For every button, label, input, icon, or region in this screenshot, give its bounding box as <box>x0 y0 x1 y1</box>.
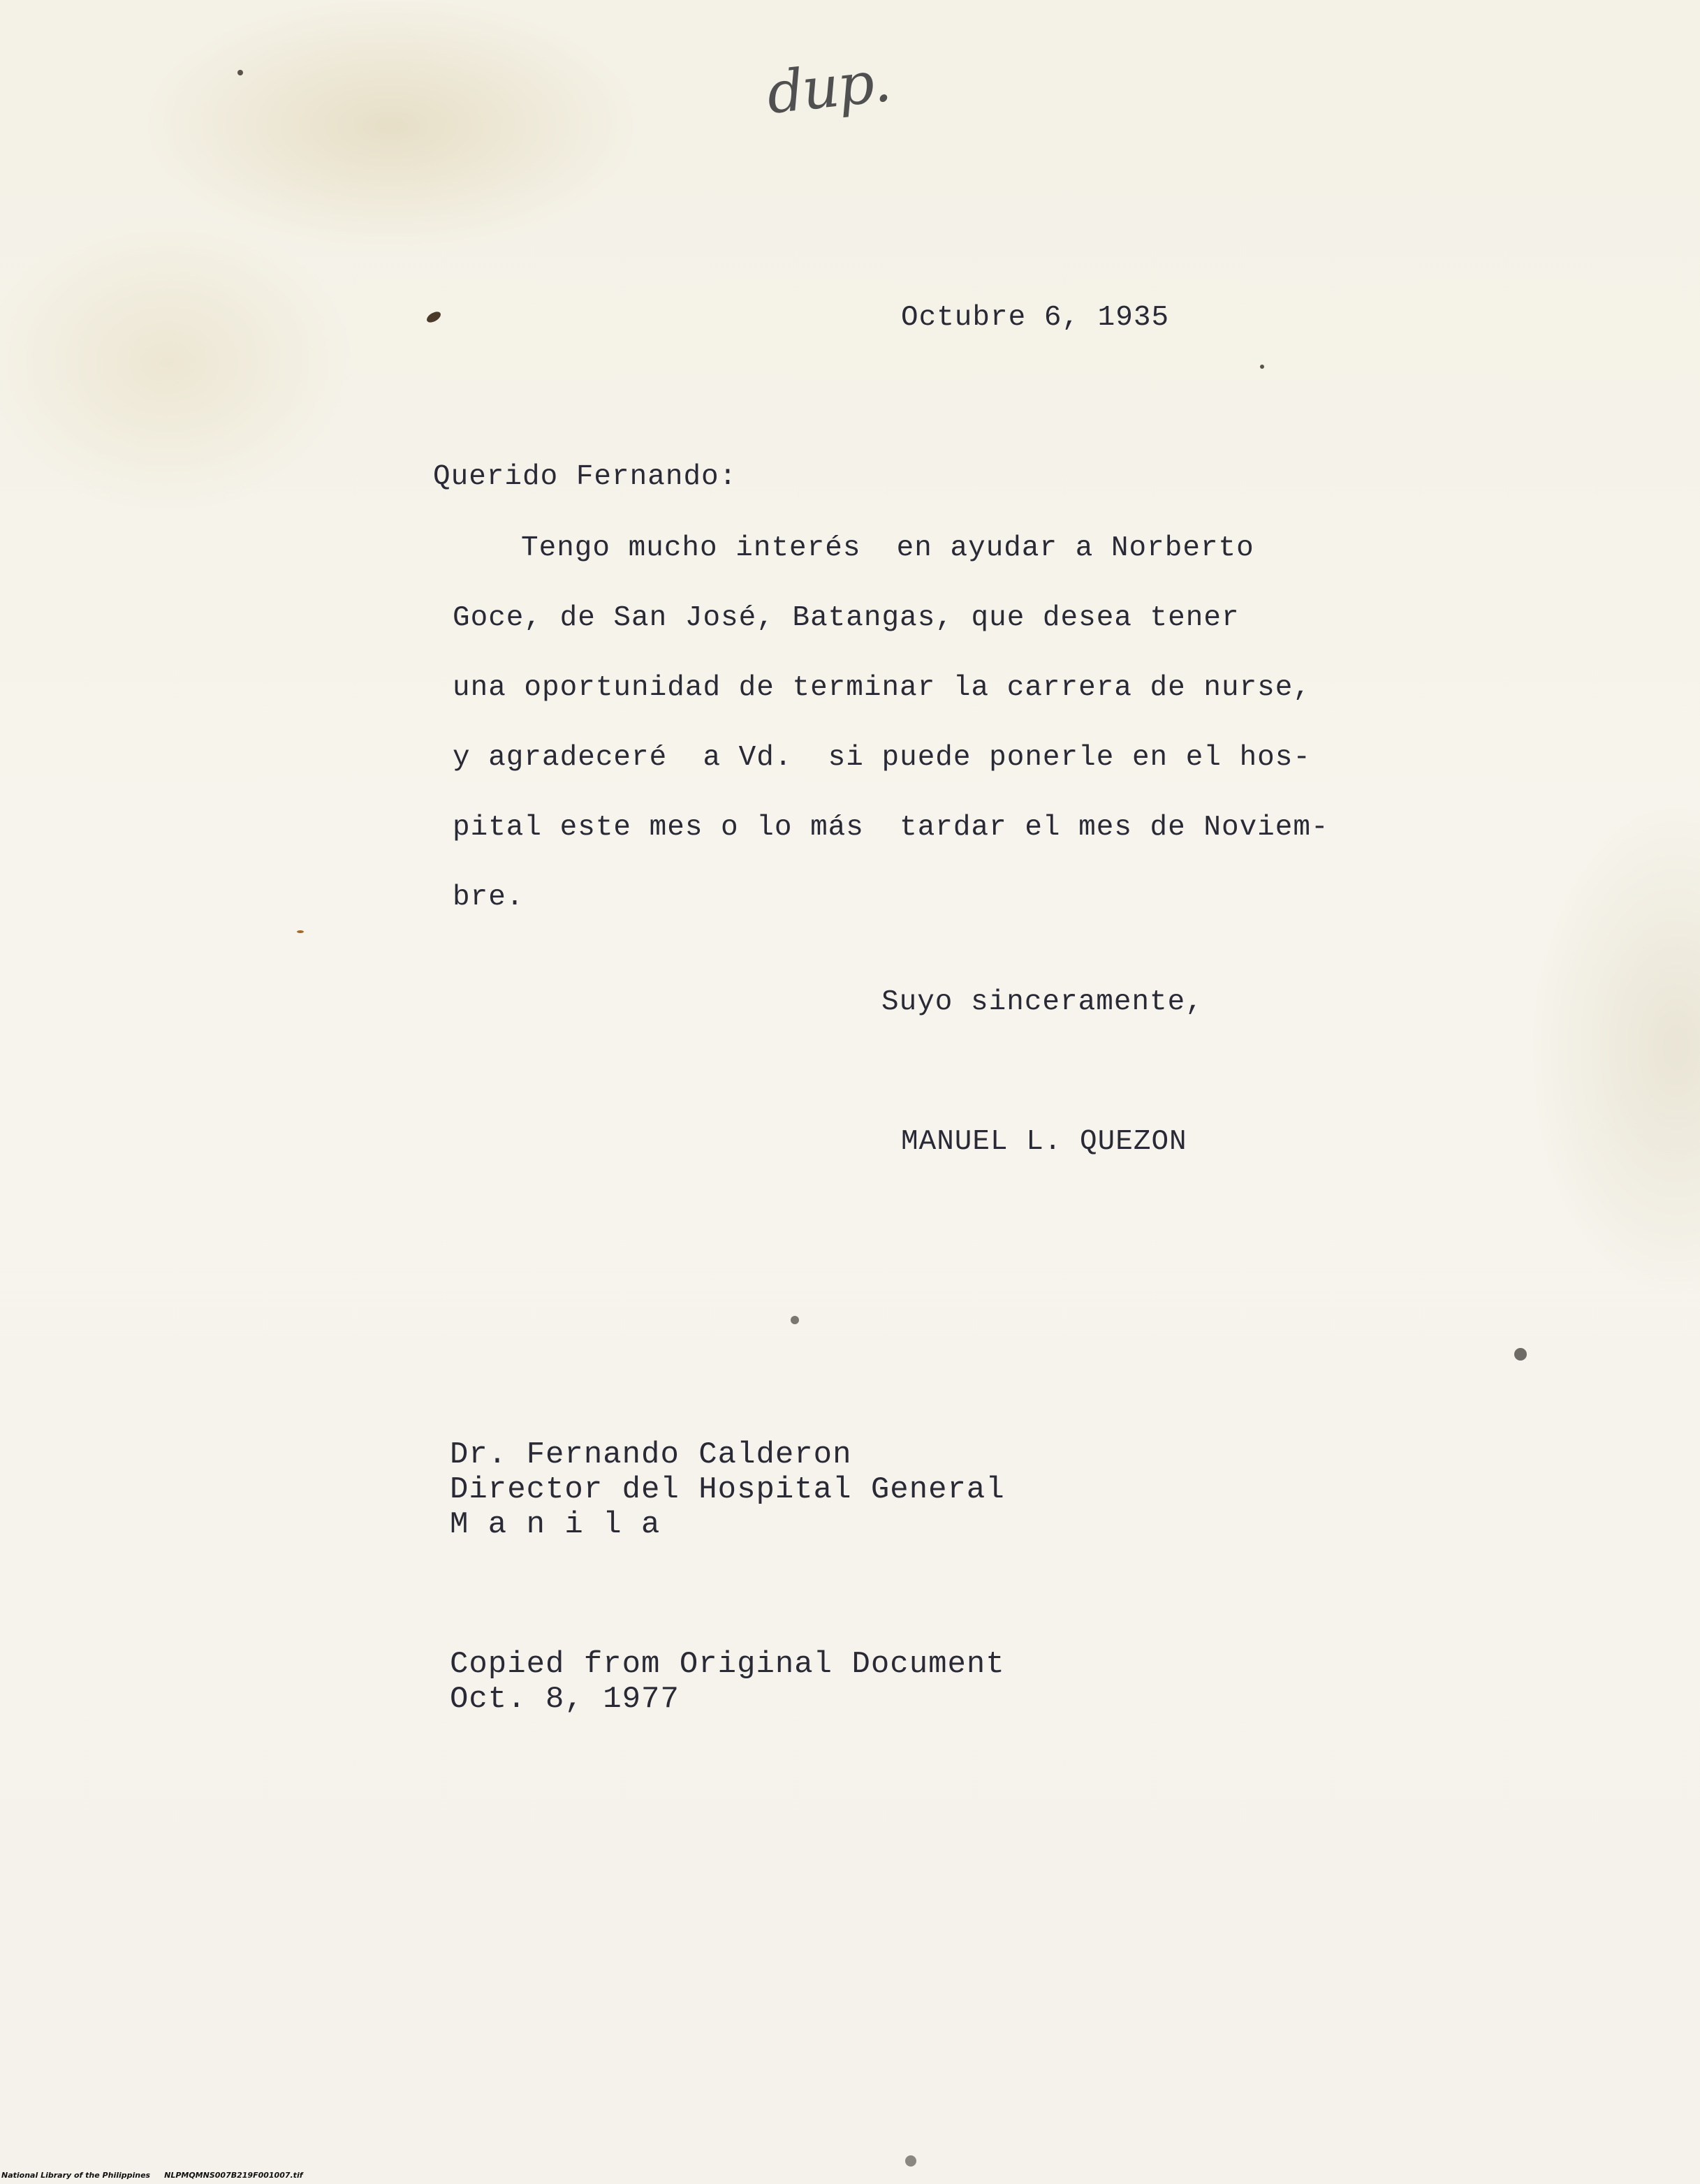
body-line: y agradeceré a Vd. si puede ponerle en el hos- <box>453 742 1311 774</box>
ink-speck <box>297 930 304 933</box>
body-line: una oportunidad de terminar la carrera de nurse, <box>453 672 1311 704</box>
copy-note-line1: Copied from Original Document <box>450 1647 1005 1682</box>
body-line: Tengo mucho interés en ayudar a Norberto <box>521 532 1254 564</box>
salutation: Querido Fernando: <box>433 461 738 493</box>
handwritten-note: dup. <box>763 48 893 127</box>
recipient-city: M a n i l a <box>450 1507 661 1542</box>
body-line: Goce, de San José, Batangas, que desea tener <box>453 602 1240 634</box>
ink-speck <box>1514 1348 1527 1361</box>
signature-name: MANUEL L. QUEZON <box>901 1126 1187 1158</box>
letter-date: Octubre 6, 1935 <box>901 302 1170 334</box>
closing: Suyo sinceramente, <box>881 986 1203 1018</box>
ink-speck <box>1260 365 1264 369</box>
recipient-title: Director del Hospital General <box>450 1472 1005 1507</box>
body-line: bre. <box>453 881 525 914</box>
ink-speck <box>425 309 442 324</box>
footer-institution: National Library of the Philippines <box>1 2171 151 2180</box>
ink-speck <box>237 70 243 75</box>
body-line: pital este mes o lo más tardar el mes de Noviem- <box>453 812 1329 844</box>
ink-speck <box>791 1316 799 1324</box>
archive-footer <box>0 2171 1700 2184</box>
footer-file-id: NLPMQMNS007B219F001007.tif <box>164 2171 303 2180</box>
ink-speck <box>905 2155 916 2167</box>
recipient-name: Dr. Fernando Calderon <box>450 1437 852 1472</box>
copy-note-date: Oct. 8, 1977 <box>450 1682 680 1717</box>
